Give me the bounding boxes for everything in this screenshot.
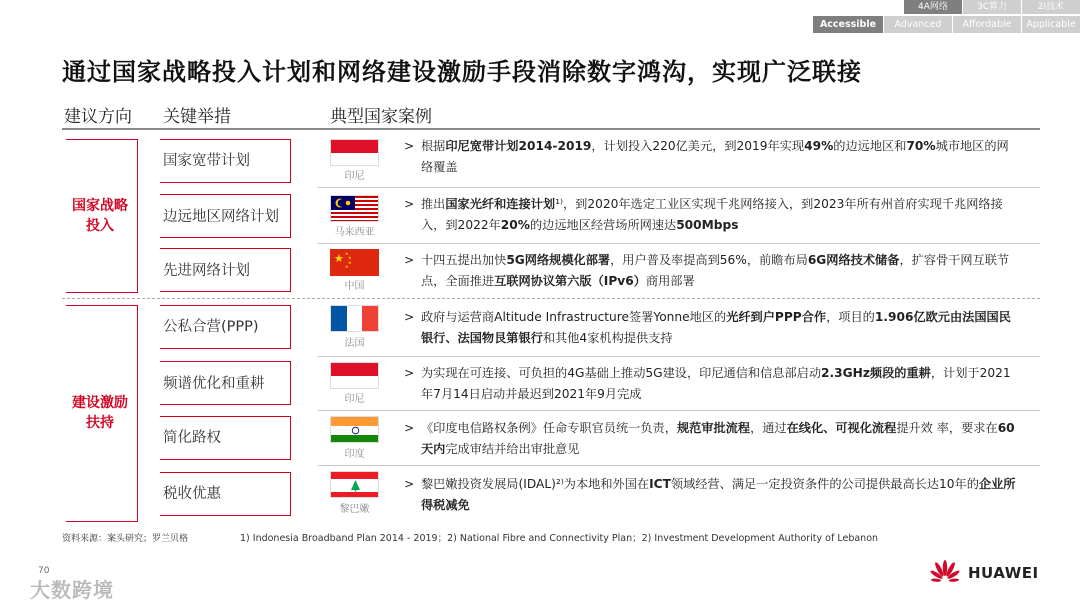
case-highlight: 20% — [500, 218, 530, 232]
case-highlight: 互联网协议第六版（IPv6） — [494, 274, 646, 288]
header-direction: 建议方向 — [64, 107, 132, 127]
row-divider — [318, 356, 1040, 357]
nav-tab-affordable[interactable]: Affordable — [953, 16, 1021, 33]
case-segment: 的边远地区和 — [833, 139, 907, 153]
measure-label: 税收优惠 — [163, 486, 221, 502]
case-text: > 十四五提出加快5G网络规模化部署，用户普及率提高到56%，前瞻布局6G网络技术储备，扩容骨干网互联节点，全面推进互联网协议第六版（IPv6）商用部署 — [404, 253, 1010, 288]
row-divider — [318, 465, 1040, 466]
case-text: > 推出国家光纤和连接计划¹⁾，到2020年选定工业区实现千兆网络接入，到2023年所有州首府实现千兆网络接入，到2022年20%的边远地区经营场所网速达500Mbps — [404, 197, 1003, 232]
case-highlight: ICT — [649, 477, 671, 491]
header-cases: 典型国家案例 — [330, 107, 432, 127]
logo-text: HUAWEI — [968, 564, 1039, 582]
case-text: > 黎巴嫩投资发展局(IDAL)²⁾为本地和外国在ICT领域经营、满足一定投资条件的公司提供最高长达10年的企业所得税减免 — [404, 477, 1016, 512]
case-highlight: 60天内 — [421, 421, 1015, 456]
country-label: 中国 — [344, 281, 365, 292]
row-divider — [318, 243, 1040, 244]
case-segment: 提升效 率，要求在 — [896, 421, 998, 435]
row-divider — [318, 410, 1040, 411]
case-segment: 城市地区的网络覆盖 — [421, 139, 1009, 174]
nav-tab-compute[interactable]: 3C算力 — [963, 0, 1021, 14]
header-measures: 关键举措 — [163, 107, 231, 127]
huawei-logo — [928, 560, 1039, 586]
case-highlight: 印尼宽带计划2014-2019 — [445, 139, 592, 153]
subsection-nav — [812, 16, 1080, 33]
svg-text:★: ★ — [345, 251, 349, 256]
case-highlight: 6G网络技术储备 — [807, 253, 900, 267]
flag-india-icon — [330, 416, 379, 443]
flag-lebanon-icon — [330, 471, 379, 498]
category-label-incentive: 建设激励扶持 — [72, 395, 128, 431]
measure-label: 简化路权 — [163, 430, 221, 446]
case-highlight: 1.906亿欧元由法国国民银行、法国物艮第银行 — [421, 310, 1011, 345]
case-segment: 和其他4家机构提供支持 — [542, 331, 673, 345]
country-label: 印尼 — [344, 394, 365, 405]
svg-text:★: ★ — [334, 252, 344, 265]
category-divider — [62, 298, 1040, 299]
case-highlight: 国家光纤和连接计划 — [445, 197, 556, 211]
nav-tab-applicable[interactable]: Applicable — [1022, 16, 1080, 33]
case-text: > 《印度电信路权条例》任命专职官员统一负责，规范审批流程，通过在线化、可视化流程提升效 率，要求在60天内完成审结并给出审批意见 — [404, 421, 1015, 456]
case-segment: 《印度电信路权条例》任命专职官员统一负责， — [421, 421, 677, 435]
row-divider — [318, 187, 1040, 188]
case-segment: ，扩容骨干网互联节点，全面推进 — [421, 253, 1010, 288]
case-segment: 黎巴嫩投资发展局(IDAL)²⁾为本地和外国在 — [421, 477, 650, 491]
case-highlight: 70% — [906, 139, 936, 153]
case-segment: ，通过 — [750, 421, 787, 435]
case-segment: 根据 — [421, 139, 446, 153]
case-segment: ，计划投入220亿美元，到2019年实现 — [591, 139, 805, 153]
flag-indonesia-icon — [330, 362, 379, 389]
case-highlight: 5G网络规模化部署 — [506, 253, 611, 267]
case-segment: 的边远地区经营场所网速达 — [529, 218, 677, 232]
page-number: 70 — [38, 566, 50, 576]
nav-tab-accessible[interactable]: Accessible — [813, 16, 883, 33]
country-label: 印度 — [344, 449, 365, 460]
watermark: 大数跨境 — [30, 578, 114, 602]
case-segment: 推出 — [421, 197, 446, 211]
case-text: > 政府与运营商Altitude Infrastructure签署Yonne地区的光纤到户PPP合作，项目的1.906亿欧元由法国国民银行、法国物艮第银行和其他4家机构提供支持 — [404, 310, 1011, 345]
case-highlight: 光纤到户PPP合作 — [726, 310, 827, 324]
case-segment: 完成审结并给出审批意见 — [445, 442, 580, 456]
header-divider — [62, 128, 1040, 130]
nav-tab-tech[interactable]: 2I技术 — [1022, 0, 1080, 14]
measure-label: 公私合营(PPP) — [163, 319, 259, 335]
case-segment: 十四五提出加快 — [421, 253, 507, 267]
case-segment: ，用户普及率提高到56%，前瞻布局 — [610, 253, 808, 267]
country-label: 马来西亚 — [334, 227, 375, 238]
svg-text:★: ★ — [348, 255, 352, 260]
country-label: 印尼 — [344, 171, 365, 182]
source-note: 资料来源：案头研究；罗兰贝格 — [62, 534, 189, 544]
page-title: 通过国家战略投入计划和网络建设激励手段消除数字鸿沟，实现广泛联接 — [62, 58, 862, 86]
case-highlight: 在线化、可视化流程 — [786, 421, 897, 435]
case-highlight: 2.3GHz频段的重耕 — [821, 366, 931, 380]
case-segment: 政府与运营商Altitude Infrastructure签署Yonne地区的 — [421, 310, 727, 324]
section-nav — [903, 0, 1080, 14]
case-segment: ，项目的 — [826, 310, 875, 324]
case-text: > 根据印尼宽带计划2014-2019，计划投入220亿美元，到2019年实现49%的边远地区和70%城市地区的网络覆盖 — [404, 139, 1009, 174]
flag-indonesia-icon — [330, 139, 379, 166]
case-highlight: 49% — [804, 139, 834, 153]
measure-label: 边远地区网络计划 — [163, 209, 279, 225]
case-segment: 为实现在可连接、可负担的4G基础上推动5G建设，印尼通信和信息部启动 — [421, 366, 822, 380]
case-highlight: 500Mbps — [676, 218, 739, 232]
svg-text:★: ★ — [345, 264, 349, 269]
measure-label: 国家宽带计划 — [163, 153, 250, 169]
huawei-petal-icon — [928, 560, 962, 586]
case-segment: ¹⁾，到2020年选定工业区实现千兆网络接入，到2023年所有州首府实现千兆网络接入，到2022年 — [421, 197, 1003, 232]
case-segment: ，计划于2021年7月14日启动并最迟到2021年9月完成 — [421, 366, 1011, 401]
footnote: 1) Indonesia Broadband Plan 2014 - 2019；2) National Fibre and Connectivity Plan；2) Investment Development Authority of Lebanon — [240, 533, 879, 544]
case-highlight: 规范审批流程 — [676, 421, 751, 435]
flag-malaysia-icon — [330, 195, 379, 222]
flag-china-icon — [330, 249, 379, 276]
case-text: > 为实现在可连接、可负担的4G基础上推动5G建设，印尼通信和信息部启动2.3GHz频段的重耕，计划于2021年7月14日启动并最迟到2021年9月完成 — [404, 366, 1011, 401]
svg-text:★: ★ — [348, 260, 352, 265]
nav-tab-network[interactable]: 4A网络 — [904, 0, 962, 14]
flag-france-icon — [330, 305, 379, 332]
case-segment: 领域经营、满足一定投资条件的公司提供最高长达10年的 — [670, 477, 979, 491]
category-label-strategy: 国家战略投入 — [72, 198, 128, 234]
case-highlight: 企业所得税减免 — [421, 477, 1016, 512]
measure-label: 频谱优化和重耕 — [163, 376, 265, 392]
nav-tab-advanced[interactable]: Advanced — [884, 16, 952, 33]
country-label: 法国 — [344, 338, 365, 349]
country-label: 黎巴嫩 — [339, 504, 370, 515]
measure-label: 先进网络计划 — [163, 263, 250, 279]
case-segment: 商用部署 — [645, 274, 695, 288]
